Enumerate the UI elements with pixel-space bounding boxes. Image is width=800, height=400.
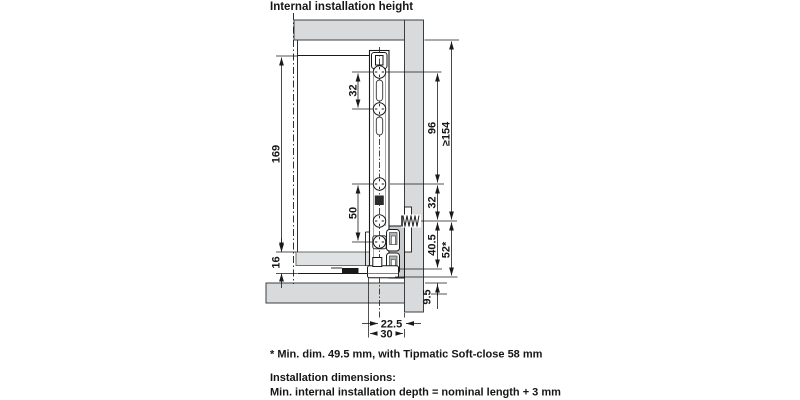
mounting-hole [373,236,385,248]
dim-label-hole-to-screw: 32 [426,196,439,209]
dim-label-bottom-overhang: 16 [270,256,283,269]
dim-label-back-to-rail-front: 30 [380,328,393,341]
page-title: Internal installation height [270,1,414,13]
dim-label-drawer-side-height: 169 [270,144,283,164]
bracket-foot [368,266,399,278]
back-panel-notch [405,207,412,252]
fixing-screw [401,215,421,228]
dim-label-lower-hole-pitch: 50 [347,206,360,220]
structure-lines [294,13,370,284]
installation-detail: Min. internal installation depth = nominal length + 3 mm [270,386,561,399]
dim-label-screw-to-profile-bottom: 40.5 [426,234,439,256]
runner-bar [342,268,359,274]
bracket-foot-hole [373,258,382,267]
tipmatic-block [375,196,384,206]
dim-label-hole-span: 96 [426,121,439,135]
dim-label-min-internal-height: ≥154 [440,121,453,147]
mounting-hole [373,103,385,115]
dim-label-screw-to-cabinet-base: 52* [440,241,453,259]
mounting-hole [373,215,385,227]
installation-heading: Installation dimensions: [270,372,396,384]
dim-label-back-to-rail-axis: 22.5 [380,318,403,331]
rail-slot-lower [376,117,382,135]
cabinet-top-panel [294,20,405,40]
footnote: * Min. dim. 49.5 mm, with Tipmatic Soft-close 58 mm [270,348,543,361]
dim-label-top-hole-pitch: 32 [347,84,360,97]
rail-slot-upper [376,80,382,101]
dim-label-base-offset: 9.5 [421,289,434,305]
mounting-hole [373,66,385,78]
drawer-bottom-panel [296,252,370,266]
cabinet-back-panel [405,20,424,312]
cabinet-bottom-panel [266,283,405,303]
mounting-hole [373,178,385,190]
